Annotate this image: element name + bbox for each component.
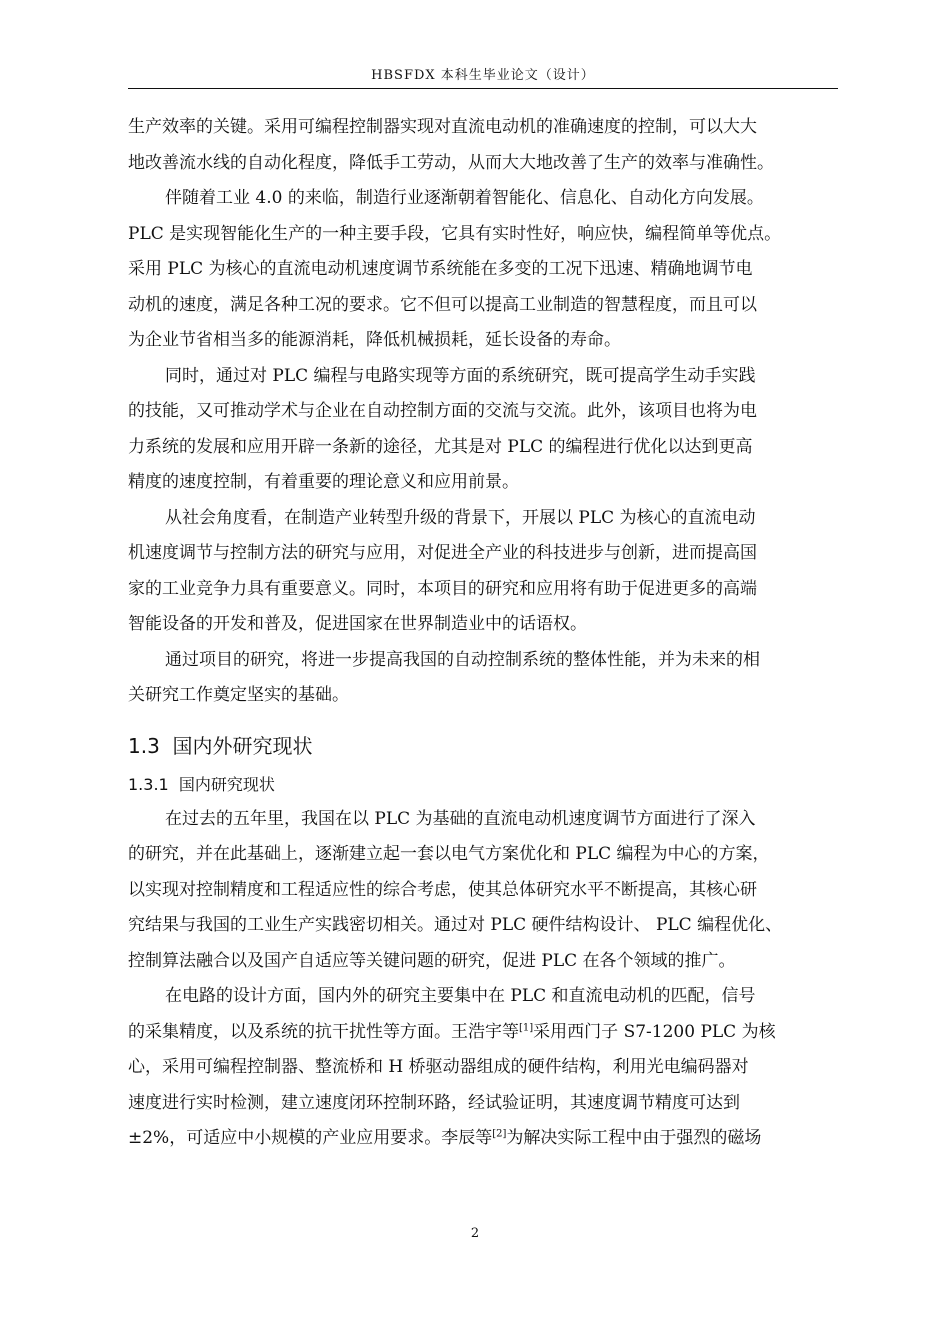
subsection-title: 国内研究现状 [178, 774, 275, 794]
intro-paragraphs [128, 110, 838, 714]
line-text: 为解决实际工程中由于强烈的磁场 [506, 1128, 762, 1148]
paragraph [128, 110, 838, 181]
section-title: 国内外研究现状 [172, 733, 313, 758]
page-number: 2 [470, 1226, 480, 1241]
paragraph-line: 关研究工作奠定坚实的基础。 [128, 685, 349, 705]
paragraph [128, 359, 838, 501]
paragraph-line: 究结果与我国的工业生产实践密切相关。通过对 PLC 硬件结构设计、 PLC 编程优化、 [128, 915, 783, 935]
paragraph-line: 地改善流水线的自动化程度，降低手工劳动，从而大大地改善了生产的效率与准确性。 [128, 152, 774, 173]
paragraph-line: 动机的速度，满足各种工况的要求。它不但可以提高工业制造的智慧程度，而且可以 [128, 294, 757, 315]
paragraph [128, 643, 838, 714]
paragraph-line: 控制算法融合以及国产自适应等关键问题的研究，促进 PLC 在各个领域的推广。 [128, 950, 736, 971]
paragraph-line [128, 1015, 838, 1051]
paragraph-line: 伴随着工业 4.0 的来临，制造行业逐渐朝着智能化、信息化、自动化方向发展。 [165, 188, 764, 208]
paragraph-line: 通过项目的研究，将进一步提高我国的自动控制系统的整体性能，并为未来的相 [165, 649, 760, 670]
paragraph-line: PLC 是实现智能化生产的一种主要手段，它具有实时性好，响应快，编程简单等优点。 [128, 223, 782, 244]
subsection-heading [128, 774, 838, 796]
paragraph-line [128, 1121, 838, 1157]
body-content [128, 110, 838, 1157]
paragraph [128, 501, 838, 643]
section-heading [128, 732, 838, 760]
paragraph-line: 智能设备的开发和普及，促进国家在世界制造业中的话语权。 [128, 614, 587, 634]
citation-ref-2[interactable]: [2] [492, 1128, 507, 1140]
paragraph-line: 为企业节省相当多的能源消耗，降低机械损耗，延长设备的寿命。 [128, 330, 621, 350]
paragraph-line: 的技能，又可推动学术与企业在自动控制方面的交流与交流。此外，该项目也将为电 [128, 401, 757, 421]
line-text: 的采集精度，以及系统的抗干扰性等方面。王浩宇等 [128, 1021, 519, 1042]
section-number: 1.3 [128, 733, 160, 758]
line-text: 采用西门子 S7-1200 PLC 为核 [533, 1021, 776, 1042]
paragraph-line: 生产效率的关键。采用可编程控制器实现对直流电动机的准确速度的控制，可以大大 [128, 117, 757, 137]
paragraph-line: 以实现对控制精度和工程适应性的综合考虑，使其总体研究水平不断提高，其核心研 [128, 879, 757, 900]
paragraph-line: 采用 PLC 为核心的直流电动机速度调节系统能在多变的工况下迅速、精确地调节电 [128, 259, 753, 279]
paragraph-line: 同时，通过对 PLC 编程与电路实现等方面的系统研究，既可提高学生动手实践 [165, 365, 756, 386]
paragraph-line: 在过去的五年里，我国在以 PLC 为基础的直流电动机速度调节方面进行了深入 [165, 808, 756, 829]
paragraph [128, 181, 838, 359]
header-rule [128, 88, 838, 89]
paragraph-line: 的研究，并在此基础上，逐渐建立起一套以电气方案优化和 PLC 编程为中心的方案， [128, 844, 770, 864]
paragraph-line: 从社会角度看，在制造产业转型升级的背景下，开展以 PLC 为核心的直流电动 [165, 507, 756, 528]
running-header: HBSFDX 本科生毕业论文（设计） [371, 68, 595, 83]
line-text: ±2%，可适应中小规模的产业应用要求。李辰等 [128, 1128, 493, 1148]
paragraph-line: 速度进行实时检测，建立速度闭环控制环路，经试验证明，其速度调节精度可达到 [128, 1092, 740, 1113]
paragraph-line: 家的工业竞争力具有重要意义。同时，本项目的研究和应用将有助于促进更多的高端 [128, 578, 757, 599]
citation-ref-1[interactable]: [1] [519, 1021, 534, 1033]
paragraph-line: 精度的速度控制，有着重要的理论意义和应用前景。 [128, 472, 519, 492]
paragraph-line: 心，采用可编程控制器、整流桥和 H 桥驱动器组成的硬件结构，利用光电编码器对 [128, 1057, 749, 1077]
paragraph-circuit [128, 979, 838, 1157]
paragraph-line: 机速度调节与控制方法的研究与应用，对促进全产业的科技进步与创新，进而提高国 [128, 543, 757, 563]
paragraph-line: 力系统的发展和应用开辟一条新的途径，尤其是对 PLC 的编程进行优化以达到更高 [128, 436, 753, 457]
paragraph-domestic [128, 802, 838, 980]
paragraph-line: 在电路的设计方面，国内外的研究主要集中在 PLC 和直流电动机的匹配，信号 [165, 986, 756, 1006]
subsection-number: 1.3.1 [128, 774, 169, 794]
